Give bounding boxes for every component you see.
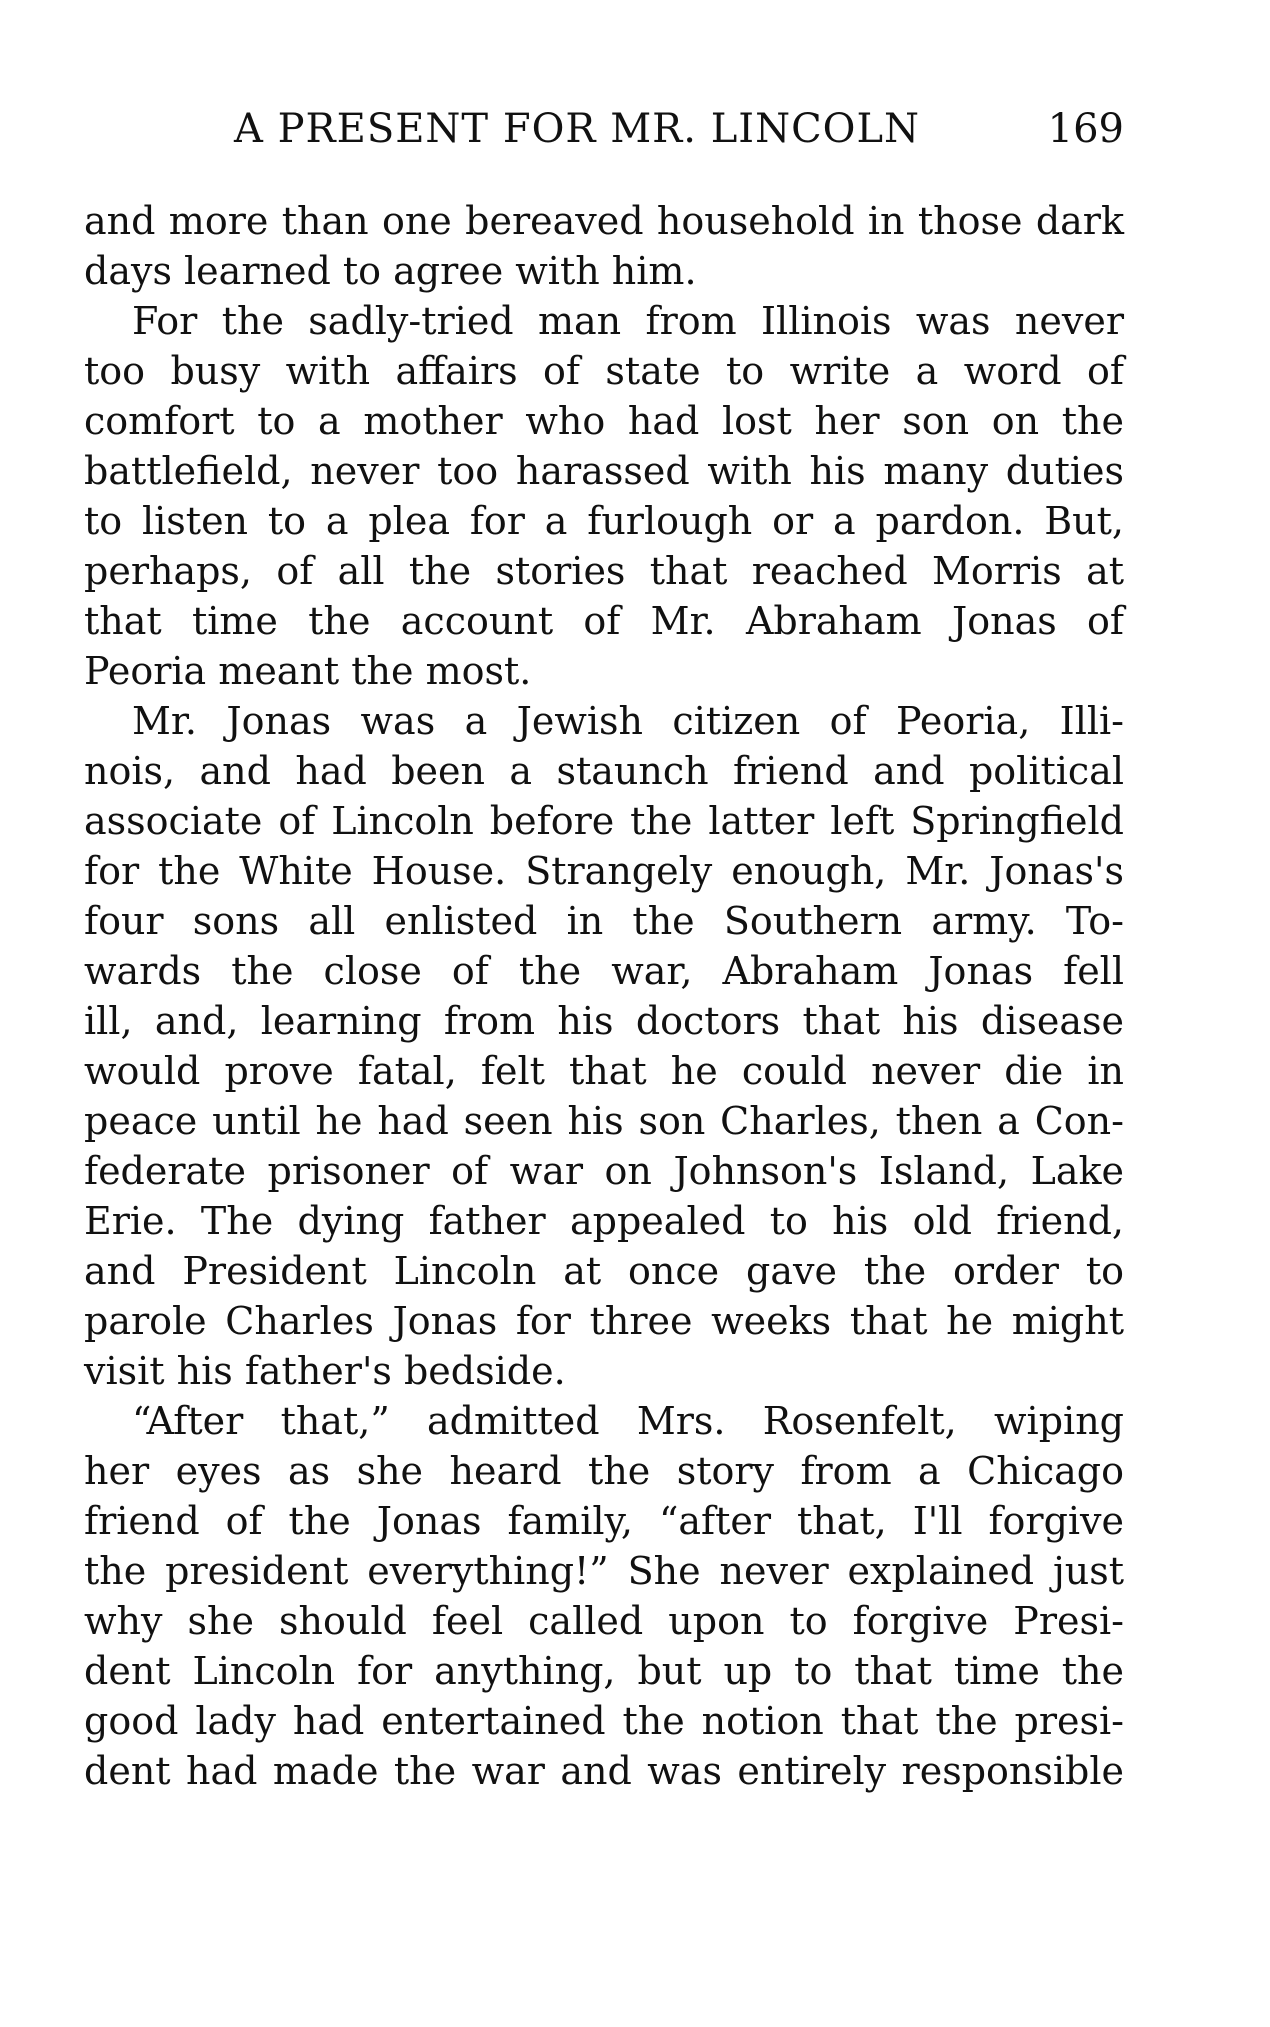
body-text — [84, 196, 1124, 1796]
text-line: comfort to a mother who had lost her son on the — [84, 399, 1124, 443]
page-number: 169 — [1047, 106, 1124, 152]
text-line: For the sadly-tried man from Illinois was never — [132, 299, 1124, 343]
text-line: her eyes as she heard the story from a Chicago — [84, 1449, 1124, 1493]
text-line: that time the account of Mr. Abraham Jonas of — [84, 599, 1124, 643]
text-line: Mr. Jonas was a Jewish citizen of Peoria, Illi- — [132, 699, 1124, 743]
text-line: too busy with affairs of state to write a word of — [84, 349, 1124, 393]
text-line: peace until he had seen his son Charles, then a Con- — [84, 1099, 1124, 1143]
text-line: “After that,” admitted Mrs. Rosenfelt, wiping — [132, 1399, 1124, 1443]
text-line: associate of Lincoln before the latter left Springfield — [84, 799, 1124, 843]
text-line: four sons all enlisted in the Southern army. To- — [84, 899, 1124, 943]
text-line: parole Charles Jonas for three weeks that he might — [84, 1299, 1124, 1343]
running-title: A PRESENT FOR MR. LINCOLN — [234, 106, 921, 152]
text-line: friend of the Jonas family, “after that, I'll forgive — [84, 1499, 1124, 1543]
text-line: dent had made the war and was entirely responsible — [84, 1749, 1124, 1793]
text-line: visit his father's bedside. — [84, 1349, 566, 1393]
text-line: days learned to agree with him. — [84, 249, 697, 293]
text-line: to listen to a plea for a furlough or a pardon. But, — [84, 499, 1124, 543]
text-line: would prove fatal, felt that he could never die in — [84, 1049, 1124, 1093]
text-line: Erie. The dying father appealed to his old friend, — [84, 1199, 1124, 1243]
running-head — [84, 104, 1124, 164]
text-line: federate prisoner of war on Johnson's Island, Lake — [84, 1149, 1124, 1193]
text-line: Peoria meant the most. — [84, 649, 532, 693]
text-line: for the White House. Strangely enough, Mr. Jonas's — [84, 849, 1124, 893]
text-line: ill, and, learning from his doctors that his disease — [84, 999, 1124, 1043]
text-line: dent Lincoln for anything, but up to that time the — [84, 1649, 1124, 1693]
text-line: and President Lincoln at once gave the order to — [84, 1249, 1124, 1293]
text-line: and more than one bereaved household in those dark — [84, 199, 1124, 243]
text-line: the president everything!” She never explained just — [84, 1549, 1124, 1593]
text-line: wards the close of the war, Abraham Jonas fell — [84, 949, 1124, 993]
text-line: perhaps, of all the stories that reached Morris at — [84, 549, 1124, 593]
text-line: good lady had entertained the notion that the presi- — [84, 1699, 1124, 1743]
text-line: battlefield, never too harassed with his many duties — [84, 449, 1124, 493]
text-line: nois, and had been a staunch friend and political — [84, 749, 1124, 793]
text-line: why she should feel called upon to forgive Presi- — [84, 1599, 1124, 1643]
